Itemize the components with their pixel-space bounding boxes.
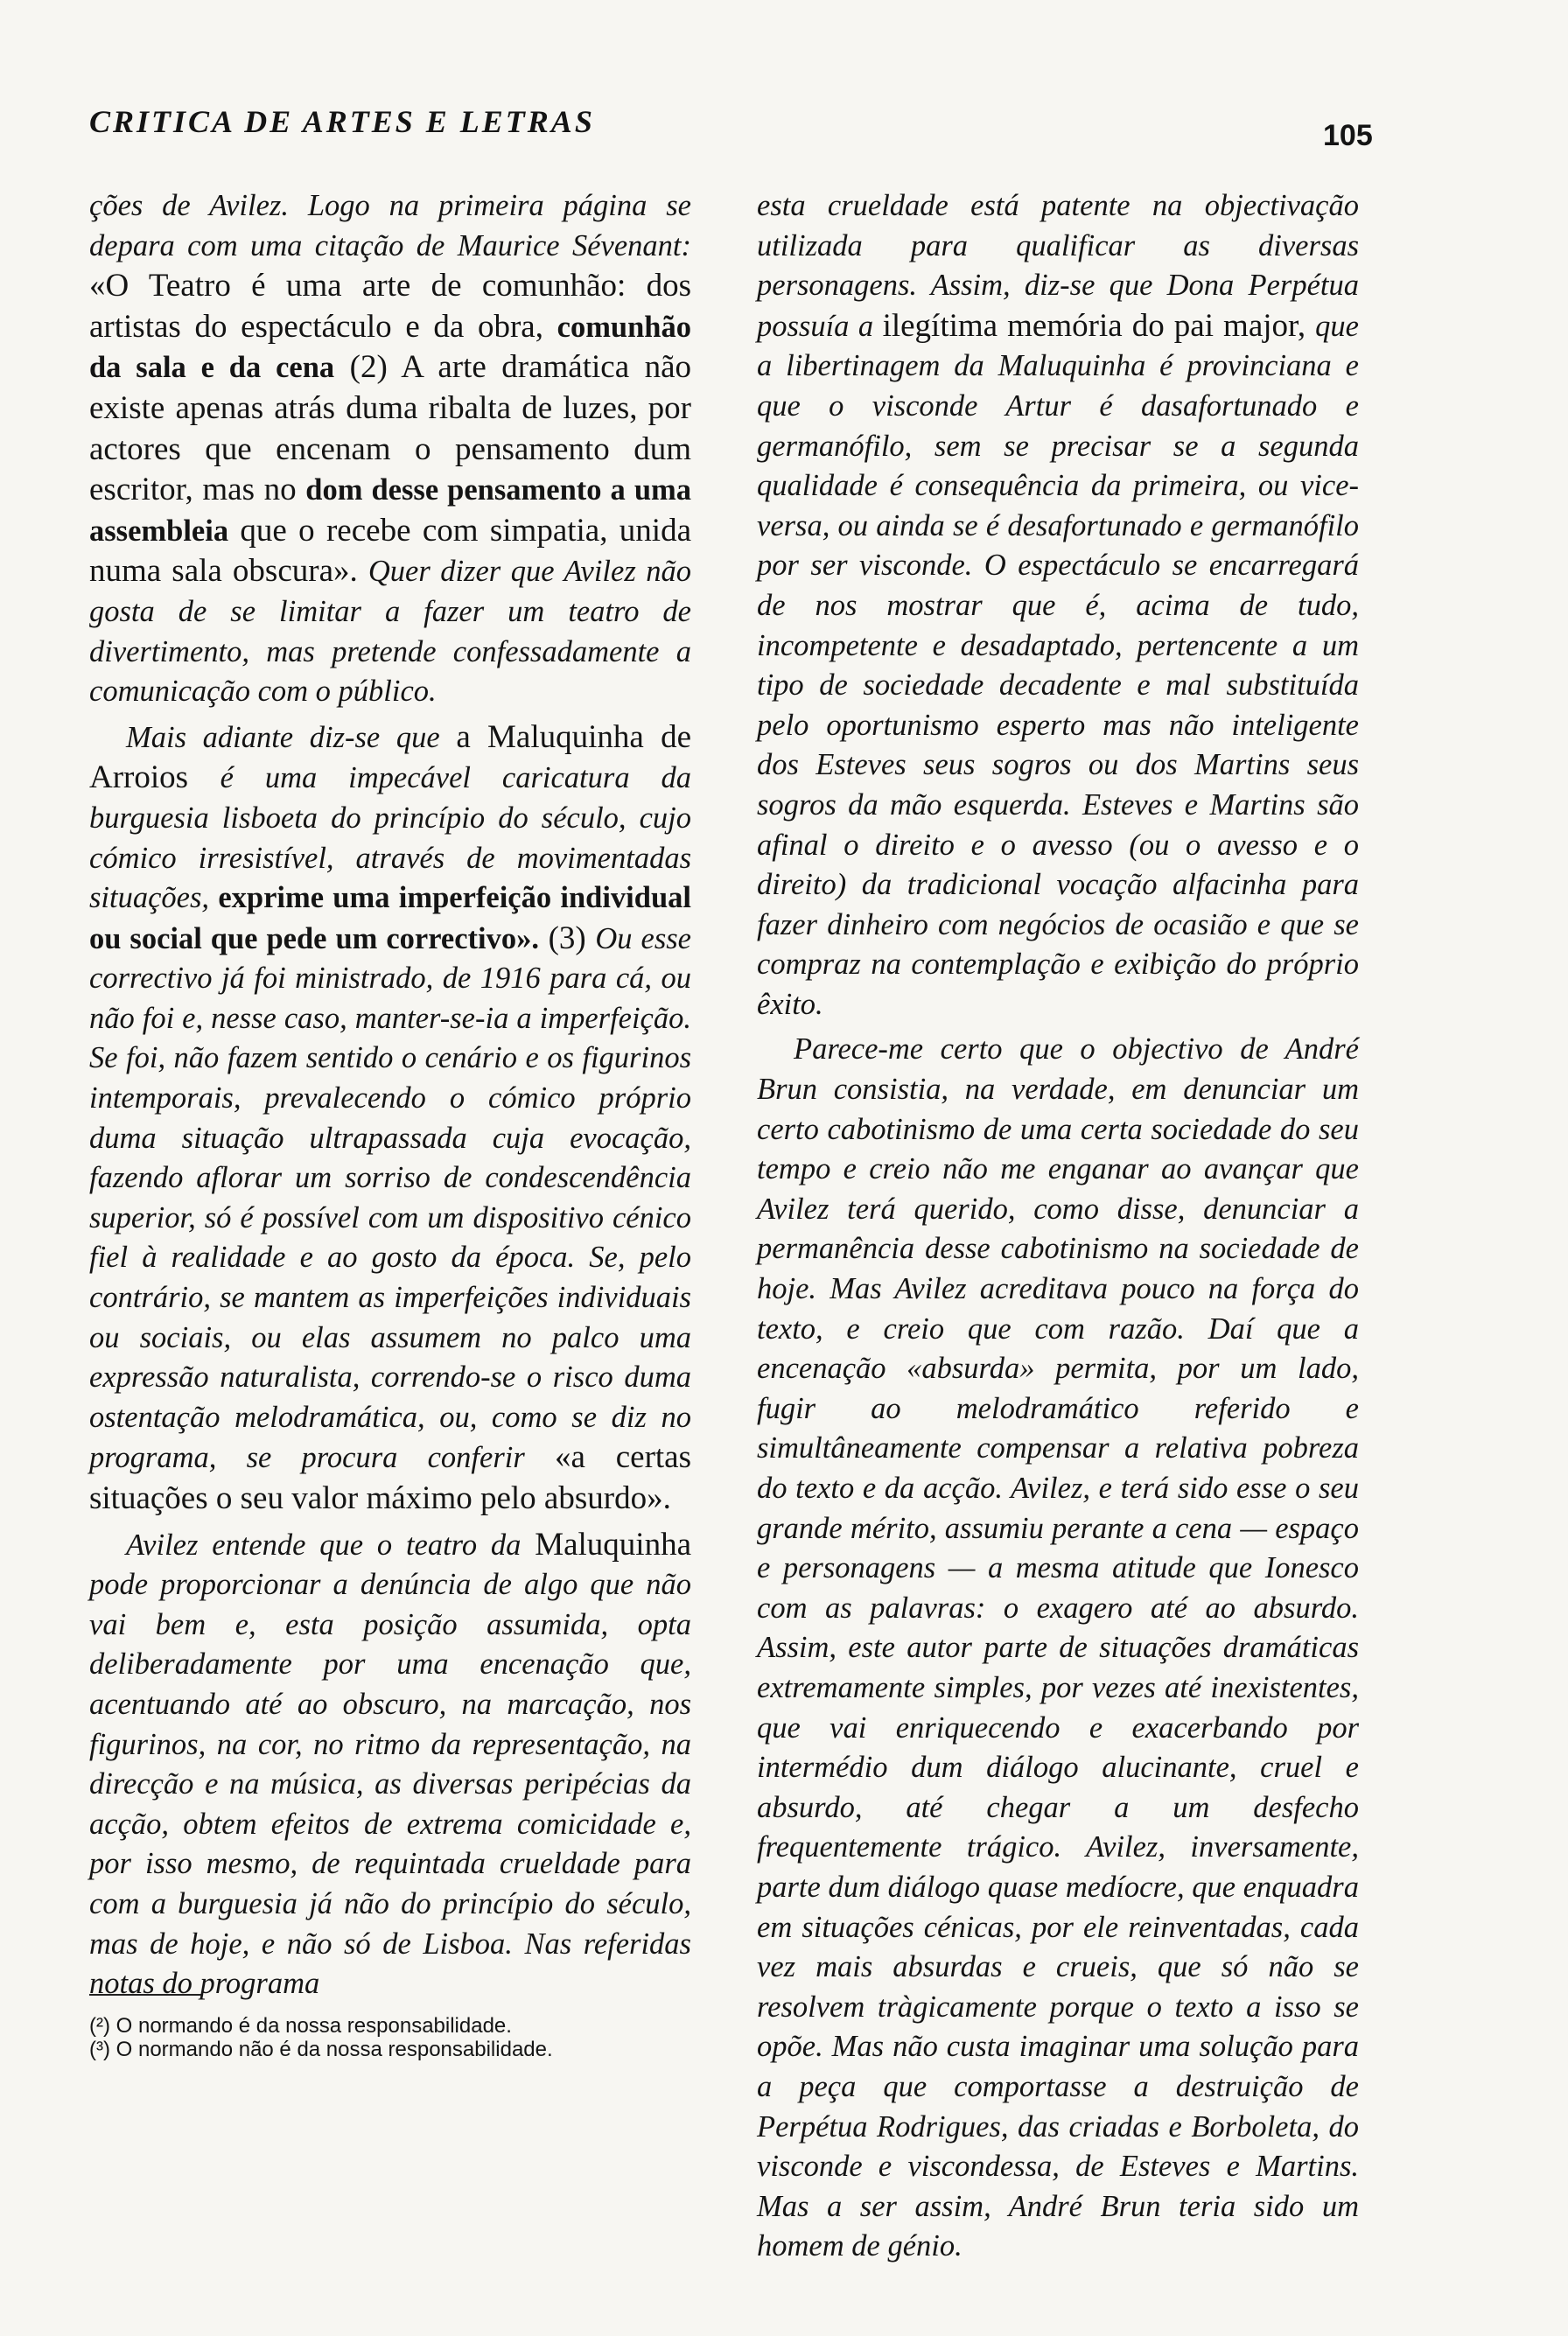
text-italic: esta crueldade está patente na objectivação utilizada para qualificar as diversas personagens. Assim, diz-se que Dona Perpétua possuía a: [757, 189, 1359, 343]
paragraph: [89, 1525, 691, 2004]
text-italic: Ou esse correctivo já foi ministrado, de 1916 para cá, ou não foi e, nesse caso, manter-se-ia a imperfeição. Se foi, não fazem sentido o cenário e os figurinos intemporais, prevalecendo o cómico próprio duma situação ultrapassada cuja evocação, fazendo aflorar um sorriso de condescendência superior, só é possível com um dispositivo cénico fiel à realidade e ao gosto da época. Se, pelo contrário, se mantem as imperfeições individuais ou sociais, ou elas assumem no palco uma expressão naturalista, correndo-se o risco duma ostentação melodramática, ou, como se diz no programa, se procura conferir: [89, 921, 691, 1475]
page-number: 105: [1323, 119, 1373, 152]
paragraph: Parece-me certo que o objectivo de André Brun consistia, na verdade, em denunciar um certo cabotinismo de uma certa sociedade do seu tempo e creio não me enganar ao avançar que Avilez terá querido, como disse, denunciar a permanência desse cabotinismo na sociedade de hoje. Mas Avilez acreditava pouco na força do texto, e creio que com razão. Daí que a encenação «absurda» permita, por um lado, fugir ao melodramático referido e simultâneamente compensar a relativa pobreza do texto e da acção. Avilez, e terá sido esse o seu grande mérito, assumiu perante a cena — espaço e personagens — a mesma atitude que Ionesco com as palavras: o exagero até ao absurdo. Assim, este autor parte de situações dramáticas extremamente simples, por vezes até inexistentes, que vai enriquecendo e exacerbando por intermédio dum diálogo alucinante, cruel e absurdo, até chegar a um desfecho frequentemente trágico. Avilez, inversamente, parte dum diálogo quase medíocre, que enquadra em situações cénicas, por ele reinventadas, cada vez mais absurdas e crueis, que só não se resolvem tràgicamente porque o texto a isso se opõe. Mas não custa imaginar uma solução para a peça que comportasse a destruição de Perpétua Rodrigues, das criadas e Borboleta, do visconde e viscondessa, de Esteves e Martins. Mas a ser assim, André Brun teria sido um homem de génio.: [757, 1032, 1359, 2263]
text-italic: Mais adiante diz-se que: [126, 720, 457, 754]
footnote-2: (²) O normando é da nossa responsabilidade.: [89, 2014, 512, 2038]
emphasis-bold: exprime uma imperfeição individual ou social que pede um correctivo».: [89, 881, 691, 955]
quote-text: «O Teatro é uma arte de comunhão: dos artistas do espectáculo e da obra,: [89, 268, 691, 345]
text-italic: Quer dizer que Avilez não gosta de se limitar a fazer um teatro de divertimento, mas pretende confessadamente a comunicação com o público.: [89, 555, 691, 709]
text-italic: que a libertinagem da Maluquinha é provinciana e que o visconde Artur é dasafortunado e germanófilo, sem se precisar se a segunda qualidade é consequência da primeira, ou vice-versa, ou ainda se é desafortunado e germanófilo por ser visconde. O espectáculo se encarregará de nos mostrar que é, acima de tudo, incompetente e desadaptado, pertencente a um tipo de sociedade decadente e mal substituída pelo oportunismo esperto mas não inteligente dos Esteves seus sogros ou dos Martins seus sogros da mão esquerda. Esteves e Martins são afinal o direito e o avesso (ou o avesso e o direito) da tradicional vocação alfacinha para fazer dinheiro com negócios de ocasião e que se compraz na contemplação e exibição do próprio êxito.: [757, 309, 1359, 1021]
text-italic: Avilez entende que o teatro da: [126, 1528, 536, 1562]
paragraph: [89, 186, 691, 712]
paragraph: [89, 717, 691, 1520]
emphasis-bold: dom desse pensamento a uma assembleia: [89, 473, 691, 548]
left-column: [89, 186, 691, 2004]
footnotes: [89, 2014, 691, 2061]
running-title: CRITICA DE ARTES E LETRAS: [89, 104, 595, 139]
quote-text: ilegítima memória do pai major,: [882, 307, 1316, 344]
footnote-ref: (3): [539, 920, 596, 956]
quote-text: (2) A arte dramática não existe apenas atrás duma ribalta de luzes, por actores que encenam o pensamento dum escritor, mas no: [89, 349, 692, 508]
paragraph: [757, 186, 1359, 1025]
right-column: [757, 186, 1359, 2267]
text-italic: é uma impecável caricatura da burguesia lisboeta do princípio do século, cujo cómico irresistível, através de movimentadas situações,: [89, 761, 691, 915]
quote-text: que o recebe com simpatia, unida numa sala obscura».: [89, 512, 691, 590]
quote-text: «a certas situações o seu valor máximo pelo absurdo».: [89, 1439, 691, 1516]
text-italic: pode proporcionar a denúncia de algo que não vai bem e, esta posição assumida, opta deliberadamente por uma encenação que, acentuando até ao obscuro, na marcação, nos figurinos, na cor, no ritmo da representação, na direcção e na música, as diversas peripécias da acção, obtem efeitos de extrema comicidade e, por isso mesmo, de requintada crueldade para com a burguesia já não do princípio do século, mas de hoje, e não só de Lisboa. Nas referidas notas do programa: [89, 1568, 691, 2001]
footnote-3: (³) O normando não é da nossa responsabilidade.: [89, 2038, 553, 2061]
footnote-divider: [89, 1994, 201, 1996]
play-title: a Maluquinha de Arroios: [89, 718, 691, 796]
emphasis-bold: comunhão da sala e da cena: [89, 310, 691, 385]
play-title: Maluquinha: [535, 1526, 691, 1563]
text-italic: ções de Avilez. Logo na primeira página se depara com uma citação de Maurice Sévenant:: [89, 189, 691, 262]
